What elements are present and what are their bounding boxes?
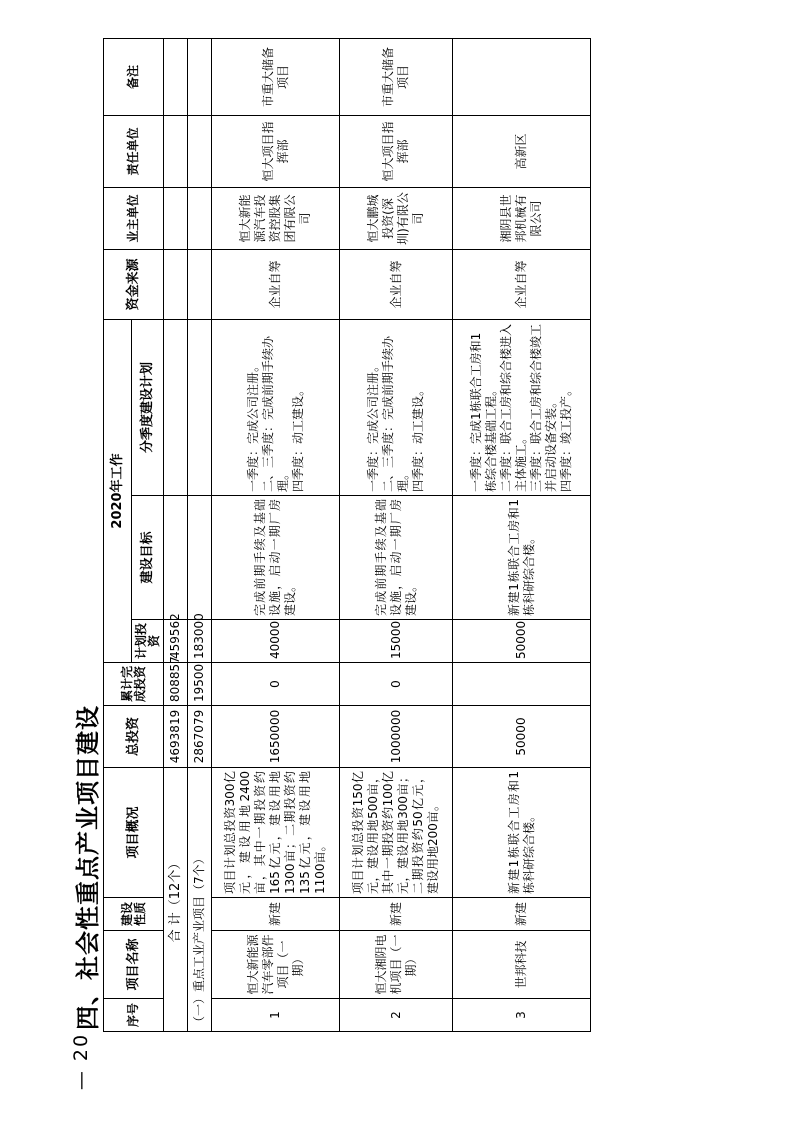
row-planned-investment: 40000 [212,620,340,663]
row-funding-source: 企业自筹 [453,249,591,319]
category-cumulative-cell: 19500 [188,663,212,706]
row-overview: 项目计划总投资150亿元，建设用地500亩，其中一期投资约100亿元，建设用地300亩；二期投资约50亿元，建设用地200亩。 [340,768,453,898]
project-table [103,38,591,1032]
header-project-name: 项目名称 [104,931,164,999]
header-quarterly-plan: 分季度建设计划 [132,319,164,495]
row-seq: 2 [340,999,453,1032]
page-number: — 20 — [70,1003,92,1091]
row-responsible-unit: 恒大项目指挥部 [212,115,340,187]
header-owner-unit: 业主单位 [104,187,164,249]
row-project-name: 恒大湘阴电机项目（一期） [340,931,453,999]
row-total-investment: 1000000 [340,706,453,768]
row-construction-target: 完成前期手续及基础设施，启动一期厂房建设。 [212,496,340,620]
row-owner-unit: 恒大新能源汽车投资控股集团有限公司 [212,187,340,249]
header-funding-source: 资金来源 [104,249,164,319]
row-overview: 新建1栋联合工房和1栋科研综合楼。 [453,768,591,898]
category-total-cell: 2867079 [188,706,212,768]
row-planned-investment: 15000 [340,620,453,663]
table-header-row [104,38,132,1031]
row-cumulative-investment [453,663,591,706]
row-remarks [453,38,591,115]
row-seq: 1 [212,999,340,1032]
row-quarterly-plan: 一季度：完成1栋联合工房和1栋综合楼基础工程。 二季度：联合工房和综合楼进入主体施工。 三季度：联合工房和综合楼竣工并启动设备安装。 四季度：竣工投产。 [453,319,591,495]
row-nature: 新建 [340,898,453,931]
header-nature: 建设性质 [104,898,164,931]
row-construction-target: 新建1栋联合工房和1栋科研综合楼。 [453,496,591,620]
row-construction-target: 完成前期手续及基础设施，启动一期厂房建设。 [340,496,453,620]
row-cumulative-investment: 0 [340,663,453,706]
row-nature: 新建 [212,898,340,931]
header-construction-target: 建设目标 [132,496,164,620]
header-planned-investment: 计划投资 [132,620,164,663]
row-total-investment: 1650000 [212,706,340,768]
row-owner-unit: 恒大鹏城投资(深圳)有限公司 [340,187,453,249]
total-planned-cell: 459562 [164,620,188,663]
row-project-name: 恒大新能源汽车零部件项目（一期） [212,931,340,999]
category-row [188,38,212,1031]
header-total-investment: 总投资 [104,706,164,768]
row-project-name: 世邦科技 [453,931,591,999]
row-seq: 3 [453,999,591,1032]
total-cumulative-cell: 808857 [164,663,188,706]
row-owner-unit: 湘阴县世邦机械有限公司 [453,187,591,249]
header-cumulative-investment: 累计完成投资 [104,663,164,706]
header-seq: 序号 [104,999,164,1032]
row-quarterly-plan: 一季度：完成公司注册。 二、三季度：完成前期手续办理。 四季度：动工建设。 [340,319,453,495]
table-row [453,38,591,1031]
total-row [164,38,188,1031]
row-remarks: 市重大储备项目 [340,38,453,115]
row-responsible-unit: 高新区 [453,115,591,187]
row-responsible-unit: 恒大项目指挥部 [340,115,453,187]
row-total-investment: 50000 [453,706,591,768]
row-funding-source: 企业自筹 [340,249,453,319]
row-planned-investment: 50000 [453,620,591,663]
row-overview: 项目计划总投资300亿元，建设用地2400亩，其中一期投资约165亿元，建设用地1300亩；二期投资约135亿元，建设用地1100亩。 [212,768,340,898]
total-label: 合 计（12个） [164,768,188,1032]
row-cumulative-investment: 0 [212,663,340,706]
header-responsible-unit: 责任单位 [104,115,164,187]
row-nature: 新建 [453,898,591,931]
row-remarks: 市重大储备项目 [212,38,340,115]
section-title: 四、社会性重点产业项目建设 [74,705,102,1030]
header-remarks: 备注 [104,38,164,115]
table-row [212,38,340,1031]
header-overview: 项目概况 [104,768,164,898]
category-label: （一）重点工业产业项目（7个） [188,768,212,1032]
row-quarterly-plan: 一季度：完成公司注册。 二、三季度：完成前期手续办理。 四季度：动工建设。 [212,319,340,495]
category-planned-cell: 183000 [188,620,212,663]
row-funding-source: 企业自筹 [212,249,340,319]
header-2020-work: 2020年工作 [104,319,132,662]
total-investment-cell: 4693819 [164,706,188,768]
table-row [340,38,453,1031]
